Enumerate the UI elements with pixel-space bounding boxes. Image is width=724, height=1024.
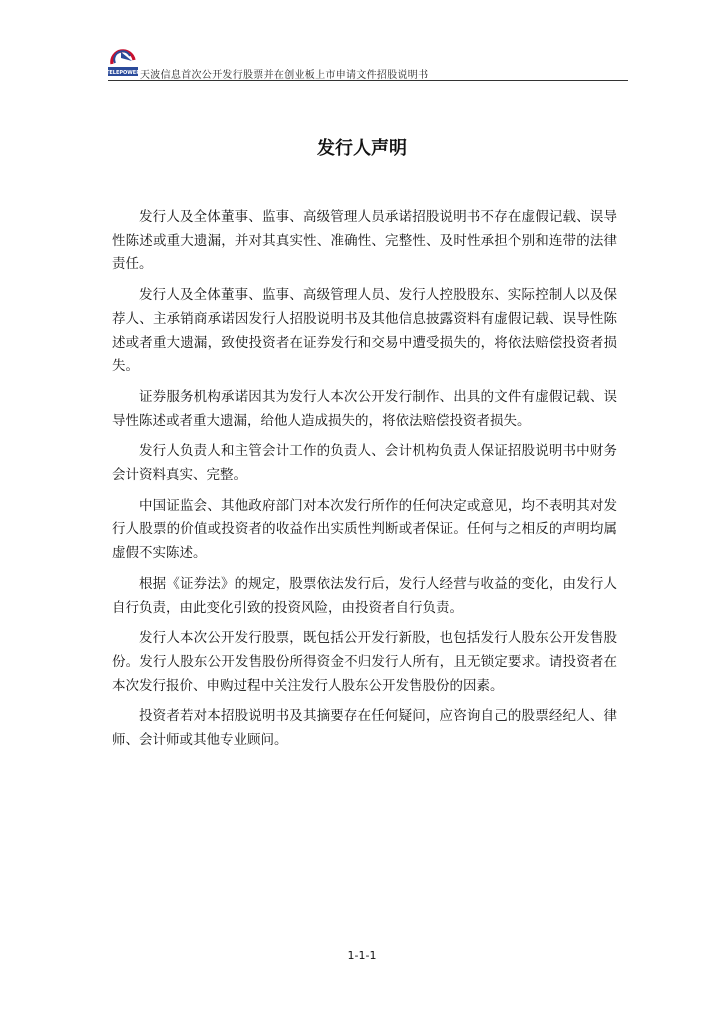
paragraph: 投资者若对本招股说明书及其摘要存在任何疑问，应咨询自己的股票经纪人、律师、会计师或其他专业顾问。 [112,708,617,749]
header-title: 天波信息首次公开发行股票并在创业板上市申请文件招股说明书 [140,70,429,81]
page-header [105,44,628,81]
paragraph: 证券服务机构承诺因其为发行人本次公开发行制作、出具的文件有虚假记载、误导性陈述或者重大遗漏，给他人造成损失的，将依法赔偿投资者损失。 [112,388,617,429]
paragraph: 发行人负责人和主管会计工作的负责人、会计机构负责人保证招股说明书中财务会计资料真实、完整。 [112,443,617,484]
company-logo [105,44,141,78]
header-divider [108,80,628,81]
declaration-body [112,206,617,760]
page-number: 1-1-1 [347,949,377,962]
paragraph: 中国证监会、其他政府部门对本次发行所作的任何决定或意见，均不表明其对发行人股票的价值或投资者的收益作出实质性判断或者保证。任何与之相反的声明均属虚假不实陈述。 [112,497,617,562]
paragraph: 发行人及全体董事、监事、高级管理人员、发行人控股股东、实际控制人以及保荐人、主承销商承诺因发行人招股说明书及其他信息披露资料有虚假记载、误导性陈述或者重大遗漏，致使投资者在证券发行和交易中遭受损失的，将依法赔偿投资者损失。 [112,287,617,375]
page-title: 发行人声明 [317,138,407,159]
paragraph: 根据《证券法》的规定，股票依法发行后，发行人经营与收益的变化，由发行人自行负责，由此变化引致的投资风险，由投资者自行负责。 [112,575,617,616]
paragraph: 发行人本次公开发行股票，既包括公开发行新股，也包括发行人股东公开发售股份。发行人股东公开发售股份所得资金不归发行人所有，且无锁定要求。请投资者在本次发行报价、申购过程中关注发行人股东公开发售股份的因素。 [112,630,617,694]
paragraph: 发行人及全体董事、监事、高级管理人员承诺招股说明书不存在虚假记载、误导性陈述或重大遗漏，并对其真实性、准确性、完整性、及时性承担个别和连带的法律责任。 [112,209,617,273]
logo-wordmark: TELEPOWER [105,70,141,76]
